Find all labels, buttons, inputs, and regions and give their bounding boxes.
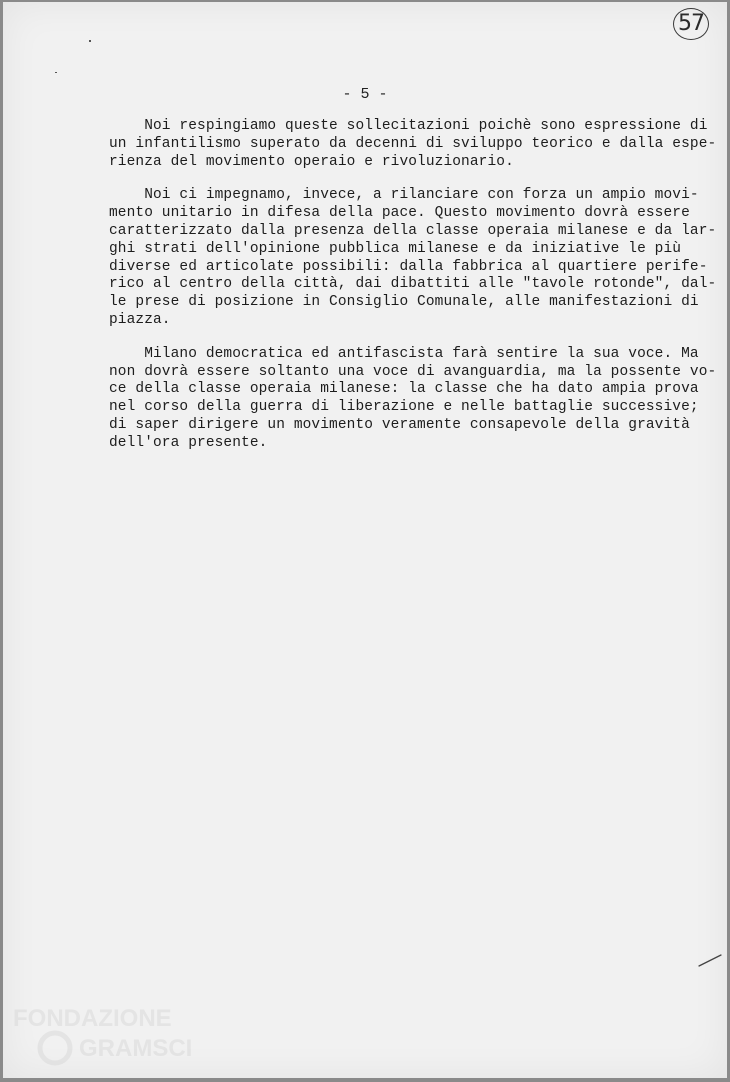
ink-speck [55, 72, 57, 73]
text-line: le prese di posizione in Consiglio Comunale, alle manifestazioni di [109, 294, 699, 311]
text-line: un infantilismo superato da decenni di sviluppo teorico e dalla espe- [109, 135, 717, 152]
text-line: mento unitario in difesa della pace. Questo movimento dovrà essere [109, 205, 690, 222]
text-line: piazza. [109, 311, 171, 328]
paragraph-1 [109, 118, 717, 171]
text-line: caratterizzato dalla presenza della classe operaia milanese e da lar- [109, 222, 717, 239]
text-line: rienza del movimento operaio e rivoluzionario. [109, 153, 514, 170]
text-line: diverse ed articolate possibili: dalla fabbrica al quartiere perife- [109, 258, 708, 275]
watermark-line-2: GRAMSCI [79, 1035, 193, 1062]
fondazione-gramsci-watermark [9, 1002, 249, 1072]
text-line: di saper dirigere un movimento veramente consapevole della gravità [109, 416, 690, 433]
page-number: - 5 - [342, 86, 388, 103]
text-line: ghi strati dell'opinione pubblica milanese e da iniziative le più [109, 240, 682, 257]
archive-page-stamp: 57 [673, 8, 709, 40]
text-line: dell'ora presente. [109, 434, 268, 451]
text-line: nel corso della guerra di liberazione e nelle battaglie successive; [109, 399, 699, 416]
paragraph-2 [109, 187, 717, 329]
text-line: rico al centro della città, dai dibattiti alle "tavole rotonde", dal- [109, 276, 717, 293]
text-line: non dovrà essere soltanto una voce di avanguardia, ma la possente vo- [109, 363, 717, 380]
document-body [109, 118, 717, 469]
text-line: ce della classe operaia milanese: la classe che ha dato ampia prova [109, 381, 699, 398]
text-line: Noi respingiamo queste sollecitazioni poichè sono espressione di [109, 118, 708, 134]
text-line: Noi ci impegnamo, invece, a rilanciare con forza un ampio movi- [109, 187, 699, 204]
paragraph-3 [109, 345, 717, 453]
margin-pen-mark [697, 952, 723, 968]
text-line: Milano democratica ed antifascista farà sentire la sua voce. Ma [109, 345, 699, 362]
watermark-line-1: FONDAZIONE [13, 1005, 172, 1032]
document-page [3, 2, 727, 1078]
ink-speck [89, 40, 91, 42]
